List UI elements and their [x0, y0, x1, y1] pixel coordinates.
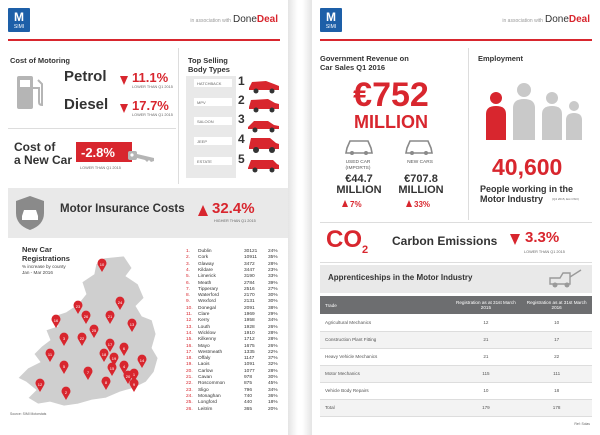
map-pin-label: 21	[107, 313, 113, 319]
registrations-title: New Car Registrations	[22, 245, 70, 263]
county-rank: 6.	[186, 280, 191, 286]
county-pct: 24%	[268, 249, 278, 254]
county-name: Dublin	[198, 249, 212, 254]
apprenticeships-title: Apprenticeships in the Motor Industry	[328, 273, 473, 282]
map-pin-label: 19	[111, 355, 117, 361]
county-count: 440	[244, 400, 253, 406]
people-icon	[480, 80, 584, 142]
table-cell: 17	[521, 331, 592, 348]
new-car-cost-value: -2.8%	[76, 142, 132, 162]
county-count: 2170	[244, 293, 255, 299]
county-pct: 35%	[268, 255, 278, 261]
used-car-value: €44.7 MILLION	[336, 173, 382, 196]
county-name: Longford	[198, 400, 217, 406]
table-cell: 178	[521, 399, 592, 416]
co2-value: 3.3%	[525, 229, 560, 246]
county-name: Wicklow	[198, 330, 216, 336]
county-name: Offaly	[198, 356, 211, 362]
body-type-rank: 2	[238, 93, 245, 107]
employment-title: Employment	[478, 54, 524, 63]
county-pct: 28%	[268, 337, 278, 343]
county-name: Meath	[198, 280, 212, 286]
new-car-value: €707.8 MILLION	[398, 173, 444, 196]
map-pin-label: 2	[64, 389, 68, 395]
petrol-value: 11.1%	[132, 70, 169, 85]
county-name: Tipperary	[198, 286, 219, 292]
county-rank: 2.	[186, 255, 191, 261]
county-name: Leitrim	[198, 406, 213, 412]
county-pct: 28%	[268, 261, 278, 267]
county-pct: 39%	[268, 280, 278, 286]
map-pin-label: 11	[47, 351, 53, 357]
map-pin-label: 6	[122, 345, 126, 351]
header-rule	[8, 39, 280, 41]
county-rank: 1.	[186, 249, 191, 254]
table-cell: 179	[451, 399, 522, 416]
county-name: Kilkenny	[198, 337, 217, 343]
right-page	[312, 0, 600, 435]
header-rule	[320, 39, 592, 41]
county-pct: 34%	[268, 318, 278, 324]
table-row	[320, 314, 592, 331]
body-type-rank: 5	[238, 152, 245, 166]
county-rank: 15.	[186, 337, 193, 343]
page-gutter	[288, 0, 312, 435]
county-count: 1091	[244, 362, 255, 368]
registrations-source: Source: SIMI Motorstats	[10, 412, 47, 416]
county-pct: 30%	[268, 299, 278, 305]
county-count: 30121	[244, 249, 258, 254]
county-rank: 13.	[186, 324, 193, 330]
county-rank: 4.	[186, 267, 191, 273]
county-pct: 23%	[268, 267, 278, 273]
used-car-change: 7%	[342, 200, 362, 209]
county-list	[186, 249, 286, 415]
table-cell: Heavy Vehicle Mechanics	[320, 348, 451, 365]
county-count: 2784	[244, 280, 255, 286]
county-rank: 19.	[186, 362, 193, 368]
county-count: 2091	[244, 305, 255, 311]
table-cell: Agricultural Mechanics	[320, 314, 451, 331]
map-pin-label: 18	[101, 351, 107, 357]
apprenticeships-source: Ref: Solas	[574, 422, 590, 426]
county-pct: 28%	[268, 368, 278, 374]
table-row	[320, 331, 592, 348]
co2-down-arrow-icon	[510, 232, 520, 250]
column-divider	[468, 48, 469, 220]
table-row	[320, 365, 592, 382]
county-pct: 29%	[268, 312, 278, 317]
map-pin-label: 20	[125, 373, 131, 379]
county-rank: 23.	[186, 387, 193, 393]
map-pin-label: 7	[86, 369, 90, 375]
body-type-rank: 4	[238, 132, 245, 146]
county-pct: 26%	[268, 343, 278, 349]
county-pct: 30%	[268, 375, 278, 380]
revenue-title: Government Revenue on Car Sales Q1 2016	[320, 54, 409, 72]
association-line: in association with DoneDeal	[190, 14, 278, 25]
county-rank: 22.	[186, 381, 193, 387]
county-pct: 18%	[268, 400, 278, 406]
county-name: Laois	[198, 362, 210, 368]
used-car-icon	[344, 136, 374, 156]
county-count: 2131	[244, 299, 255, 305]
county-pct: 32%	[268, 362, 278, 368]
table-cell: 111	[521, 365, 592, 382]
table-header: Registration as at 31st March 2015	[451, 296, 522, 314]
county-name: Cork	[198, 255, 209, 261]
table-cell: 12	[451, 314, 522, 331]
insurance-title: Motor Insurance Costs	[60, 203, 185, 215]
county-name: Monaghan	[198, 393, 221, 399]
county-rank: 14.	[186, 330, 193, 336]
table-header: Registration as at 31st March 2016	[521, 296, 592, 314]
body-type-label: JEEP	[194, 137, 232, 145]
county-pct: 38%	[268, 305, 278, 311]
left-page	[0, 0, 288, 435]
county-rank: 3.	[186, 261, 191, 267]
body-type-label: HATCHBACK	[194, 79, 232, 87]
county-count: 1335	[244, 349, 255, 355]
table-row	[320, 348, 592, 365]
simi-logo: M SIMI	[320, 8, 342, 32]
body-type-label: SALOON	[194, 117, 232, 125]
county-pct: 22%	[268, 349, 278, 355]
county-pct: 27%	[268, 286, 278, 292]
table-cell: 10	[521, 314, 592, 331]
county-count: 796	[244, 387, 253, 393]
county-count: 3447	[244, 267, 255, 273]
county-count: 3190	[244, 274, 255, 280]
county-name: Louth	[198, 324, 211, 330]
county-count: 1928	[244, 324, 255, 330]
county-count: 1958	[244, 318, 255, 324]
revenue-value: €752	[353, 76, 429, 114]
revenue-unit: MILLION	[354, 112, 428, 132]
employment-value: 40,600	[492, 154, 563, 180]
county-name: Kerry	[198, 318, 210, 324]
petrol-label: Petrol	[64, 68, 107, 85]
table-cell: 21	[451, 331, 522, 348]
county-name: Donegal	[198, 305, 216, 311]
insurance-value: 32.4%	[212, 200, 255, 217]
map-pin-label: 15	[109, 365, 115, 371]
county-rank: 7.	[186, 286, 191, 292]
diesel-value: 17.7%	[132, 98, 169, 113]
county-pct: 28%	[268, 330, 278, 336]
county-count: 978	[244, 375, 253, 380]
county-count: 875	[244, 381, 253, 387]
county-rank: 9.	[186, 299, 191, 305]
county-name: Carlow	[198, 368, 213, 374]
county-name: Waterford	[198, 293, 219, 299]
map-pin-label: 14	[139, 357, 145, 363]
map-pin-label: 10	[99, 261, 105, 267]
divider	[320, 222, 592, 223]
map-pin-label: 26	[83, 313, 89, 319]
county-pct: 30%	[268, 293, 278, 299]
table-cell: 18	[521, 382, 592, 399]
map-pin-label: 8	[104, 379, 108, 385]
county-count: 1147	[244, 356, 255, 362]
registrations-subtitle: % increase by county Jan - Mar 2016	[22, 264, 66, 275]
county-rank: 26.	[186, 406, 193, 412]
table-cell: 22	[521, 348, 592, 365]
map-pin-label: 25	[91, 327, 97, 333]
map-pin-label: 16	[53, 317, 59, 323]
county-rank: 5.	[186, 274, 191, 280]
map-pin	[130, 379, 139, 392]
association-line: in association with DoneDeal	[502, 14, 590, 25]
table-header: Trade	[320, 296, 451, 314]
red-car-icons	[248, 77, 282, 177]
map-pin-label: 17	[107, 341, 113, 347]
map-pin-label: 12	[37, 381, 43, 387]
map-pin-label: 4	[122, 363, 126, 369]
county-name: Wexford	[198, 299, 216, 305]
table-cell: 10	[451, 382, 522, 399]
column-divider	[178, 48, 179, 184]
map-pin-label: 22	[79, 335, 85, 341]
county-pct: 33%	[268, 274, 278, 280]
map-pin-label: 5	[62, 363, 66, 369]
table-cell: Construction Plant Fitting	[320, 331, 451, 348]
county-name: Sligo	[198, 387, 209, 393]
new-car-label: NEW CARS	[407, 160, 433, 165]
table-row	[320, 382, 592, 399]
table-cell: 115	[451, 365, 522, 382]
county-rank: 16.	[186, 343, 193, 349]
county-pct: 36%	[268, 393, 278, 399]
county-name: Glaway	[198, 261, 214, 267]
county-count: 740	[244, 393, 253, 399]
map-pin-label: 1	[132, 371, 136, 377]
co2-symbol: $CO_2$	[326, 226, 369, 256]
diesel-note: LOWER THAN Q1 2015	[132, 113, 173, 117]
new-car-cost-note: LOWER THAN Q1 2015	[80, 166, 121, 170]
petrol-down-arrow-icon	[120, 72, 128, 90]
county-name: Roscommon	[198, 381, 225, 387]
employment-note: (Q4 2015, Est CSO)	[552, 197, 579, 201]
body-type-label: ESTATE	[194, 157, 232, 165]
table-cell: Vehicle Body Repairs	[320, 382, 451, 399]
fuel-pump-icon	[14, 72, 46, 112]
county-pct: 45%	[268, 381, 278, 387]
county-count: 1077	[244, 368, 255, 374]
county-name: Limerick	[198, 274, 216, 280]
county-rank: 24.	[186, 393, 193, 399]
county-name: Westmeath	[198, 349, 223, 355]
county-count: 1910	[244, 330, 255, 336]
county-name: Mayo	[198, 343, 210, 349]
county-rank: 20.	[186, 368, 193, 374]
map-pin-label: 24	[117, 299, 123, 305]
county-rank: 25.	[186, 400, 193, 406]
body-types-title: Top Selling Body Types	[188, 56, 230, 74]
county-count: 3472	[244, 261, 255, 267]
map-pin-label: 3	[62, 335, 66, 341]
diesel-down-arrow-icon	[120, 100, 128, 118]
body-type-label: MPV	[194, 98, 232, 106]
county-count: 2516	[244, 286, 255, 292]
body-type-rank: 1	[238, 74, 245, 88]
cost-of-motoring-title: Cost of Motoring	[10, 56, 70, 65]
county-rank: 10.	[186, 305, 193, 311]
county-count: 365	[244, 406, 253, 412]
county-rank: 12.	[186, 318, 193, 324]
insurance-up-arrow-icon	[198, 203, 208, 221]
county-rank: 17.	[186, 349, 193, 355]
simi-logo: M SIMI	[8, 8, 30, 32]
county-count: 1969	[244, 312, 255, 317]
ireland-map	[6, 254, 176, 410]
divider	[320, 262, 592, 263]
county-rank: 11.	[186, 312, 193, 317]
table-cell: Motor Mechanics	[320, 365, 451, 382]
map-pin-label: 9	[132, 381, 136, 387]
table-header-row	[320, 296, 592, 314]
county-name: Cavan	[198, 375, 212, 380]
county-pct: 20%	[268, 406, 278, 412]
divider	[8, 128, 176, 129]
county-pct: 37%	[268, 356, 278, 362]
county-rank: 8.	[186, 293, 191, 299]
county-pct: 34%	[268, 387, 278, 393]
body-type-rank: 3	[238, 112, 245, 126]
tow-truck-icon	[548, 268, 584, 290]
county-pct: 26%	[268, 324, 278, 330]
car-key-icon	[128, 146, 156, 164]
table-row	[320, 399, 592, 416]
insurance-note: HIGHER THAN Q1 2015	[214, 219, 256, 223]
new-car-change: 33%	[406, 200, 430, 209]
employment-desc: People working in the Motor Industry	[480, 184, 574, 204]
table-cell: Total	[320, 399, 451, 416]
diesel-label: Diesel	[64, 96, 109, 113]
used-car-label: USED CAR (IMPORTS)	[345, 160, 371, 171]
new-car-icon	[404, 136, 434, 156]
county-name: Clare	[198, 312, 210, 317]
county-count: 1712	[244, 337, 255, 343]
map-pin-label: 23	[75, 303, 81, 309]
apprenticeships-table	[320, 296, 592, 417]
county-name: Kildare	[198, 267, 213, 273]
co2-title: Carbon Emissions	[392, 234, 498, 248]
county-rank: 21.	[186, 375, 193, 380]
map-pin-label: 13	[129, 321, 135, 327]
car-shield-icon	[14, 195, 46, 231]
petrol-note: LOWER THAN Q1 2015	[132, 85, 173, 89]
table-cell: 21	[451, 348, 522, 365]
co2-note: LOWER THAN Q1 2015	[524, 250, 565, 254]
county-count: 10911	[244, 255, 257, 261]
county-count: 1675	[244, 343, 255, 349]
new-car-cost-title: Cost of a New Car	[14, 140, 73, 167]
county-rank: 18.	[186, 356, 193, 362]
